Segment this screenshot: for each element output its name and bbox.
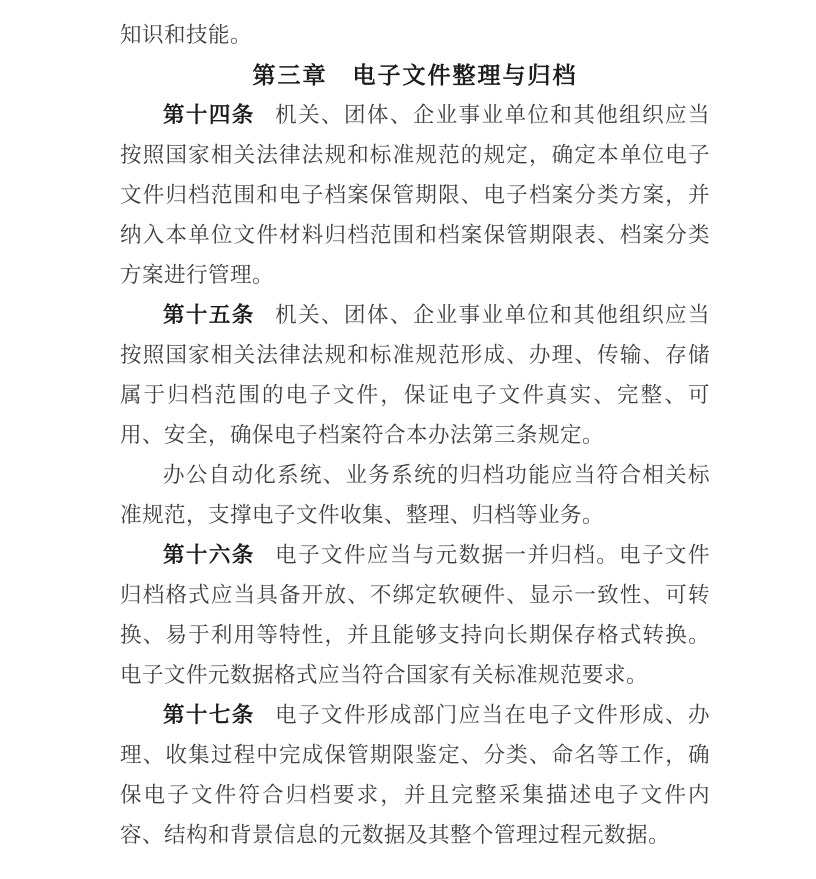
- article-text: 办公自动化系统、业务系统的归档功能应当符合相关标准规范，支撑电子文件收集、整理、归档等业务。: [120, 463, 710, 528]
- article-paragraph-14: [120, 96, 710, 296]
- article-paragraph-16: [120, 536, 710, 696]
- article-text: 电子文件应当与元数据一并归档。电子文件归档格式应当具备开放、不绑定软硬件、显示一致性、可转换、易于利用等特性，并且能够支持向长期保存格式转换。电子文件元数据格式应当符合国家有关标准规范要求。: [120, 543, 710, 688]
- article-text: 机关、团体、企业事业单位和其他组织应当按照国家相关法律法规和标准规范形成、办理、传输、存储属于归档范围的电子文件，保证电子文件真实、完整、可用、安全，确保电子档案符合本办法第三条规定。: [120, 303, 710, 448]
- article-paragraph-15: [120, 296, 710, 456]
- article-text: 机关、团体、企业事业单位和其他组织应当按照国家相关法律法规和标准规范的规定，确定本单位电子文件归档范围和电子档案保管期限、电子档案分类方案，并纳入本单位文件材料归档范围和档案保管期限表、档案分类方案进行管理。: [120, 103, 710, 288]
- article-text: 电子文件形成部门应当在电子文件形成、办理、收集过程中完成保管期限鉴定、分类、命名等工作，确保电子文件符合归档要求，并且完整采集描述电子文件内容、结构和背景信息的元数据及其整个管理过程元数据。: [120, 703, 710, 848]
- article-paragraph-15-clause-2: [120, 456, 710, 536]
- article-number: 第十七条: [163, 703, 255, 728]
- article-number: 第十五条: [163, 303, 255, 328]
- article-number: 第十六条: [163, 543, 255, 568]
- paragraph-continuation: 知识和技能。: [120, 23, 253, 48]
- chapter-heading: 第三章 电子文件整理与归档: [252, 62, 578, 89]
- article-number: 第十四条: [163, 103, 255, 128]
- article-paragraph-17: [120, 696, 710, 856]
